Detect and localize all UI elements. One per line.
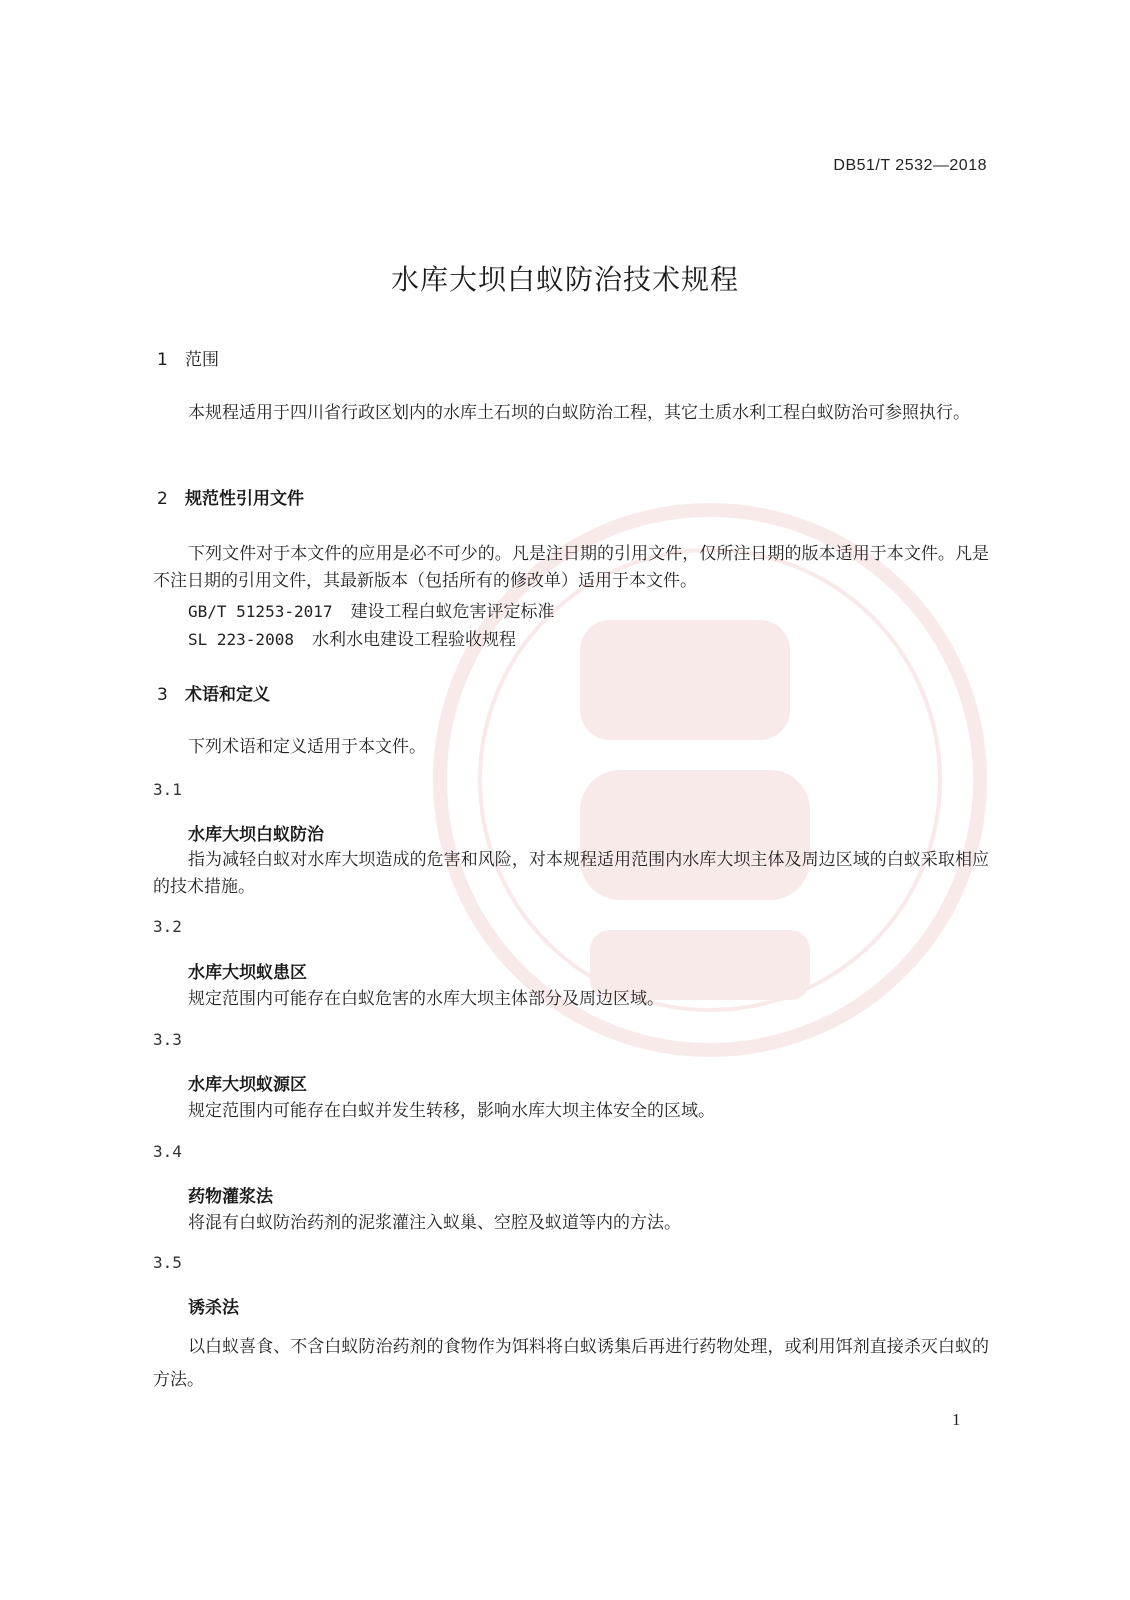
section-number: 3	[157, 685, 168, 705]
reference-code: SL 223-2008	[188, 630, 294, 649]
section-heading-1	[157, 345, 219, 370]
section-number: 1	[157, 350, 168, 370]
term-definition: 以白蚁喜食、不含白蚁防治药剂的食物作为饵料将白蚁诱集后再进行药物处理，或利用饵剂直接杀灭白蚁的方法。	[153, 1337, 989, 1390]
section-2-paragraph: 下列文件对于本文件的应用是必不可少的。凡是注日期的引用文件，仅所注日期的版本适用于本文件。凡是不注日期的引用文件，其最新版本（包括所有的修改单）适用于本文件。	[153, 544, 989, 591]
reference-title: 建设工程白蚁危害评定标准	[350, 602, 555, 622]
term-title: 水库大坝白蚁防治	[188, 825, 324, 845]
section-3-paragraph: 下列术语和定义适用于本文件。	[188, 737, 426, 757]
reference-title: 水利水电建设工程验收规程	[311, 630, 516, 650]
reference-item	[188, 597, 555, 622]
term-title: 水库大坝蚁患区	[188, 963, 307, 983]
term-number: 3.2	[153, 917, 182, 936]
term-title: 水库大坝蚁源区	[188, 1075, 307, 1095]
document-title: 水库大坝白蚁防治技术规程	[390, 263, 739, 296]
section-title: 规范性引用文件	[185, 489, 304, 509]
term-definition: 将混有白蚁防治药剂的泥浆灌注入蚁巢、空腔及蚁道等内的方法。	[188, 1213, 681, 1233]
term-number: 3.3	[153, 1030, 182, 1049]
page-number: 1	[952, 1410, 961, 1429]
section-1-paragraph: 本规程适用于四川省行政区划内的水库土石坝的白蚁防治工程，其它土质水利工程白蚁防治可参照执行。	[188, 403, 970, 423]
term-title: 药物灌浆法	[188, 1187, 273, 1207]
reference-code: GB/T 51253-2017	[188, 602, 333, 621]
term-definition: 规定范围内可能存在白蚁并发生转移，影响水库大坝主体安全的区域。	[188, 1101, 715, 1121]
reference-item	[188, 625, 516, 650]
term-title: 诱杀法	[188, 1298, 239, 1318]
section-title: 术语和定义	[185, 685, 270, 705]
term-number: 3.5	[153, 1253, 182, 1272]
document-code: DB51/T 2532—2018	[833, 157, 987, 174]
term-definition: 指为减轻白蚁对水库大坝造成的危害和风险，对本规程适用范围内水库大坝主体及周边区域的白蚁采取相应的技术措施。	[153, 850, 989, 897]
section-number: 2	[157, 489, 168, 509]
term-number: 3.4	[153, 1142, 182, 1161]
section-heading-2	[157, 484, 304, 509]
section-heading-3	[157, 680, 270, 705]
term-definition: 规定范围内可能存在白蚁危害的水库大坝主体部分及周边区域。	[188, 989, 664, 1009]
section-title: 范围	[185, 350, 219, 370]
term-number: 3.1	[153, 780, 182, 799]
